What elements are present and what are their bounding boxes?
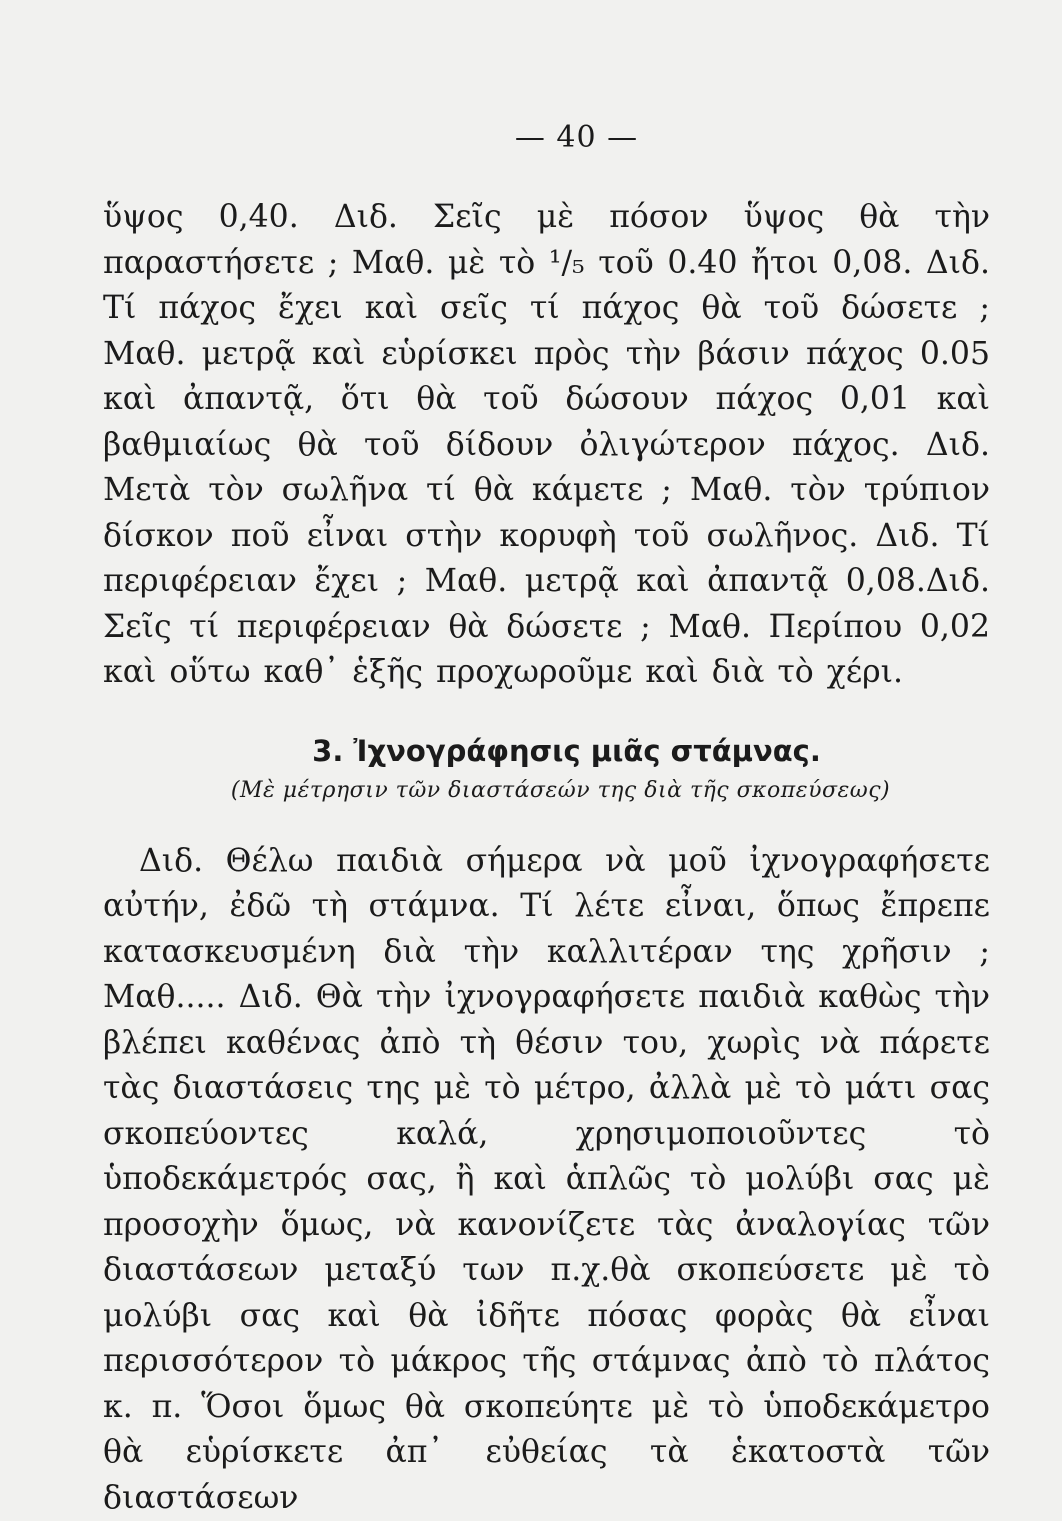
paragraph-dialogue-1: ὕψος 0,40. Διδ. Σεῖς μὲ πόσον ὕψος θὰ τὴν παραστήσετε ; Μαθ. μὲ τὸ ¹/₅ τοῦ 0.40 ἤτοι 0,08. Διδ. Τί πάχος ἔχει καὶ σεῖς τί πάχος θὰ τοῦ δώσετε ; Μαθ. μετρᾷ καὶ εὑρίσκει πρὸς τὴν βάσιν πάχος 0.05 καὶ ἀπαντᾷ, ὅτι θὰ τοῦ δώσουν πάχος 0,01 καὶ βαθμιαίως θὰ τοῦ δίδουν ὀλιγώτερον πάχος. Διδ. Μετὰ τὸν σωλῆνα τί θὰ κάμετε ; Μαθ. τὸν τρύπιον δίσκον ποῦ εἶναι στὴν κορυφὴ τοῦ σωλῆνος. Διδ. Τί περιφέρειαν ἔχει ; Μαθ. μετρᾷ καὶ ἀπαντᾷ 0,08.Διδ. Σεῖς τί περιφέρειαν θὰ δώσετε ; Μαθ. Περίπου 0,02 καὶ οὕτω καθ᾽ ἑξῆς προχωροῦμε καὶ διὰ τὸ χέρι. — [103, 195, 990, 696]
section-title: 3. Ἰχνογράφησις μιᾶς στάμνας. — [143, 734, 990, 768]
section-subtitle: (Μὲ μέτρησιν τῶν διαστάσεών της διὰ τῆς σκοπεύσεως) — [131, 778, 990, 803]
paragraph-dialogue-2: Διδ. Θέλω παιδιὰ σήμερα νὰ μοῦ ἰχνογραφήσετε αὐτήν, ἐδῶ τὴ στάμνα. Τί λέτε εἶναι, ὅπως ἔπρεπε κατασκευσμένη διὰ τὴν καλλιτέραν της χρῆσιν ; Μαθ..... Διδ. Θὰ τὴν ἰχνογραφήσετε παιδιὰ καθὼς τὴν βλέπει καθένας ἀπὸ τὴ θέσιν του, χωρὶς νὰ πάρετε τὰς διαστάσεις της μὲ τὸ μέτρο, ἀλλὰ μὲ τὸ μάτι σας σκοπεύοντες καλά, χρησιμοποιοῦντες τὸ ὑποδεκάμετρός σας, ἢ καὶ ἁπλῶς τὸ μολύβι σας μὲ προσοχὴν ὅμως, νὰ κανονίζετε τὰς ἀναλογίας τῶν διαστάσεων μεταξύ των π.χ.θὰ σκοπεύσετε μὲ τὸ μολύβι σας καὶ θὰ ἰδῆτε πόσας φορὰς θὰ εἶναι περισσότερον τὸ μάκρος τῆς στάμνας ἀπὸ τὸ πλάτος κ. π. Ὅσοι ὅμως θὰ σκοπεύητε μὲ τὸ ὑποδεκάμετρο θὰ εὑρίσκετε ἀπ᾽ εὐθείας τὰ ἑκατοστὰ τῶν διαστάσεων — [103, 839, 990, 1521]
page-number: — 40 — — [163, 120, 990, 155]
